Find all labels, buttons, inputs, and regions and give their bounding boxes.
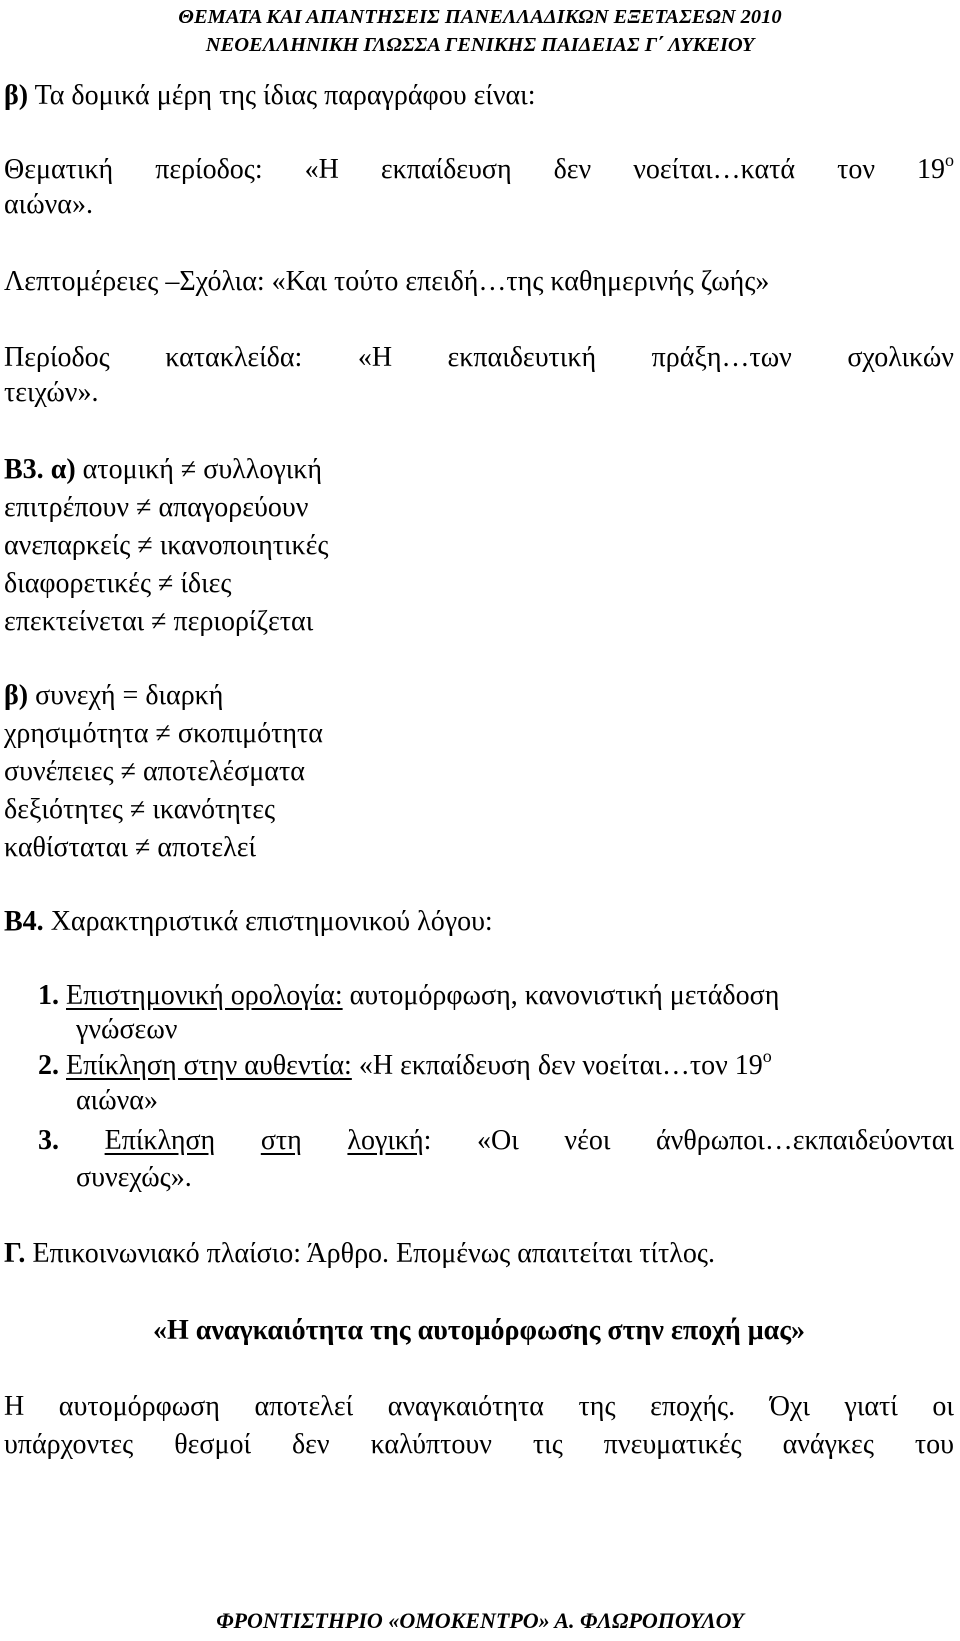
header-line-2: ΝΕΟΕΛΛΗΝΙΚΗ ΓΛΩΣΣΑ ΓΕΝΙΚΗΣ ΠΑΙΔΕΙΑΣ Γ΄ ΛΥΚΕΙΟΥ <box>205 34 755 56</box>
header-line-1: ΘΕΜΑΤΑ ΚΑΙ ΑΠΑΝΤΗΣΕΙΣ ΠΑΝΕΛΛΑΔΙΚΩΝ ΕΞΕΤΑΣΕΩΝ 2010 <box>178 6 782 28</box>
b2-heading <box>4 79 536 113</box>
word: Θεματική <box>4 154 114 185</box>
b3-a-line-3: ανεπαρκείς ≠ ικανοποιητικές <box>4 530 329 561</box>
article-title: «Η αναγκαιότητα της αυτομόρφωσης στην εποχή μας» <box>152 1315 806 1346</box>
b2-heading-text: Τα δομικά μέρη της ίδιας παραγράφου είναι: <box>28 80 536 111</box>
b4-item-1-cont: γνώσεων <box>76 1014 178 1045</box>
b4-item-2: 2. Επίκληση στην αυθεντία: «Η εκπαίδευση δεν νοείται…τον $19^o$ <box>38 1046 772 1081</box>
b3-b-line-4: δεξιότητες ≠ ικανότητες <box>4 794 276 825</box>
word: κατακλείδα: <box>165 342 303 373</box>
b3-a-line-1: Β3. α) ατομική ≠ συλλογική <box>4 454 322 485</box>
b3-a-label: α) <box>50 454 76 485</box>
b4-label: Β4. <box>4 906 44 937</box>
b3-b-line-1: β) συνεχή = διαρκή <box>4 680 224 711</box>
article-para-line-1: Η αυτομόρφωση αποτελεί αναγκαιότητα της εποχής. Όχι γιατί οι <box>4 1391 954 1422</box>
word: εκπαίδευση <box>380 154 512 185</box>
superscript: ο <box>762 1046 772 1066</box>
g-label: Γ. <box>4 1238 26 1269</box>
b4-item-2-term: Επίκληση στην αυθεντία: <box>66 1050 352 1081</box>
concluding-sentence-line <box>4 341 954 375</box>
thematic-sentence-cont: αιώνα». <box>4 189 93 220</box>
b2-heading-label: β) <box>4 80 29 111</box>
word: «Η <box>357 342 393 373</box>
b3-a-line-5: επεκτείνεται ≠ περιορίζεται <box>4 606 314 637</box>
word: σχολικών <box>847 342 954 373</box>
b3-b-line-3: συνέπειες ≠ αποτελέσματα <box>4 756 305 787</box>
word: Περίοδος <box>4 342 110 373</box>
word-with-sup: $19^o$ <box>916 150 954 185</box>
word: περίοδος: <box>155 154 263 185</box>
b4-item-1: 1. Επιστημονική ορολογία: αυτομόρφωση, κανονιστική μετάδοση <box>38 980 780 1011</box>
thematic-sentence-line <box>4 150 954 187</box>
b3-a-line-4: διαφορετικές ≠ ίδιες <box>4 568 232 599</box>
word: πράξη…των <box>651 342 792 373</box>
word: «Η <box>304 154 339 185</box>
article-para-line-2: υπάρχοντες θεσμοί δεν καλύπτουν τις πνευματικές ανάγκες του <box>4 1429 954 1460</box>
b3-b-label: β) <box>4 680 29 711</box>
details-line: Λεπτομέρειες –Σχόλια: «Και τούτο επειδή…της καθημερινής ζωής» <box>4 266 770 297</box>
superscript: ο <box>944 150 954 170</box>
word: νοείται…κατά <box>633 154 796 185</box>
b3-b-line-5: καθίσταται ≠ αποτελεί <box>4 832 256 863</box>
b4-item-1-term: Επιστημονική ορολογία: <box>66 980 343 1011</box>
word: εκπαιδευτική <box>447 342 597 373</box>
page-header <box>0 0 960 60</box>
b4-item-2-cont: αιώνα» <box>76 1085 158 1116</box>
b3-b-line-2: χρησιμότητα ≠ σκοπιμότητα <box>4 718 323 749</box>
b3-label: Β3. <box>4 454 44 485</box>
b4-item-3-cont: συνεχώς». <box>76 1162 192 1193</box>
b4-heading: Β4. Χαρακτηριστικά επιστημονικού λόγου: <box>4 906 493 937</box>
b4-item-3: 3. Επίκληση στη λογική: «Οι νέοι άνθρωποι…εκπαιδεύονται <box>38 1125 954 1156</box>
g-heading: Γ. Επικοινωνιακό πλαίσιο: Άρθρο. Επομένως απαιτείται τίτλος. <box>4 1238 715 1269</box>
word: τον <box>837 154 875 185</box>
word: δεν <box>553 154 592 185</box>
concluding-sentence-cont: τειχών». <box>4 377 99 408</box>
page-footer: ΦΡΟΝΤΙΣΤΗΡΙΟ «ΟΜΟΚΕΝΤΡΟ» Α. ΦΛΩΡΟΠΟΥΛΟΥ <box>216 1608 744 1633</box>
b3-a-line-2: επιτρέπουν ≠ απαγορεύουν <box>4 492 309 523</box>
